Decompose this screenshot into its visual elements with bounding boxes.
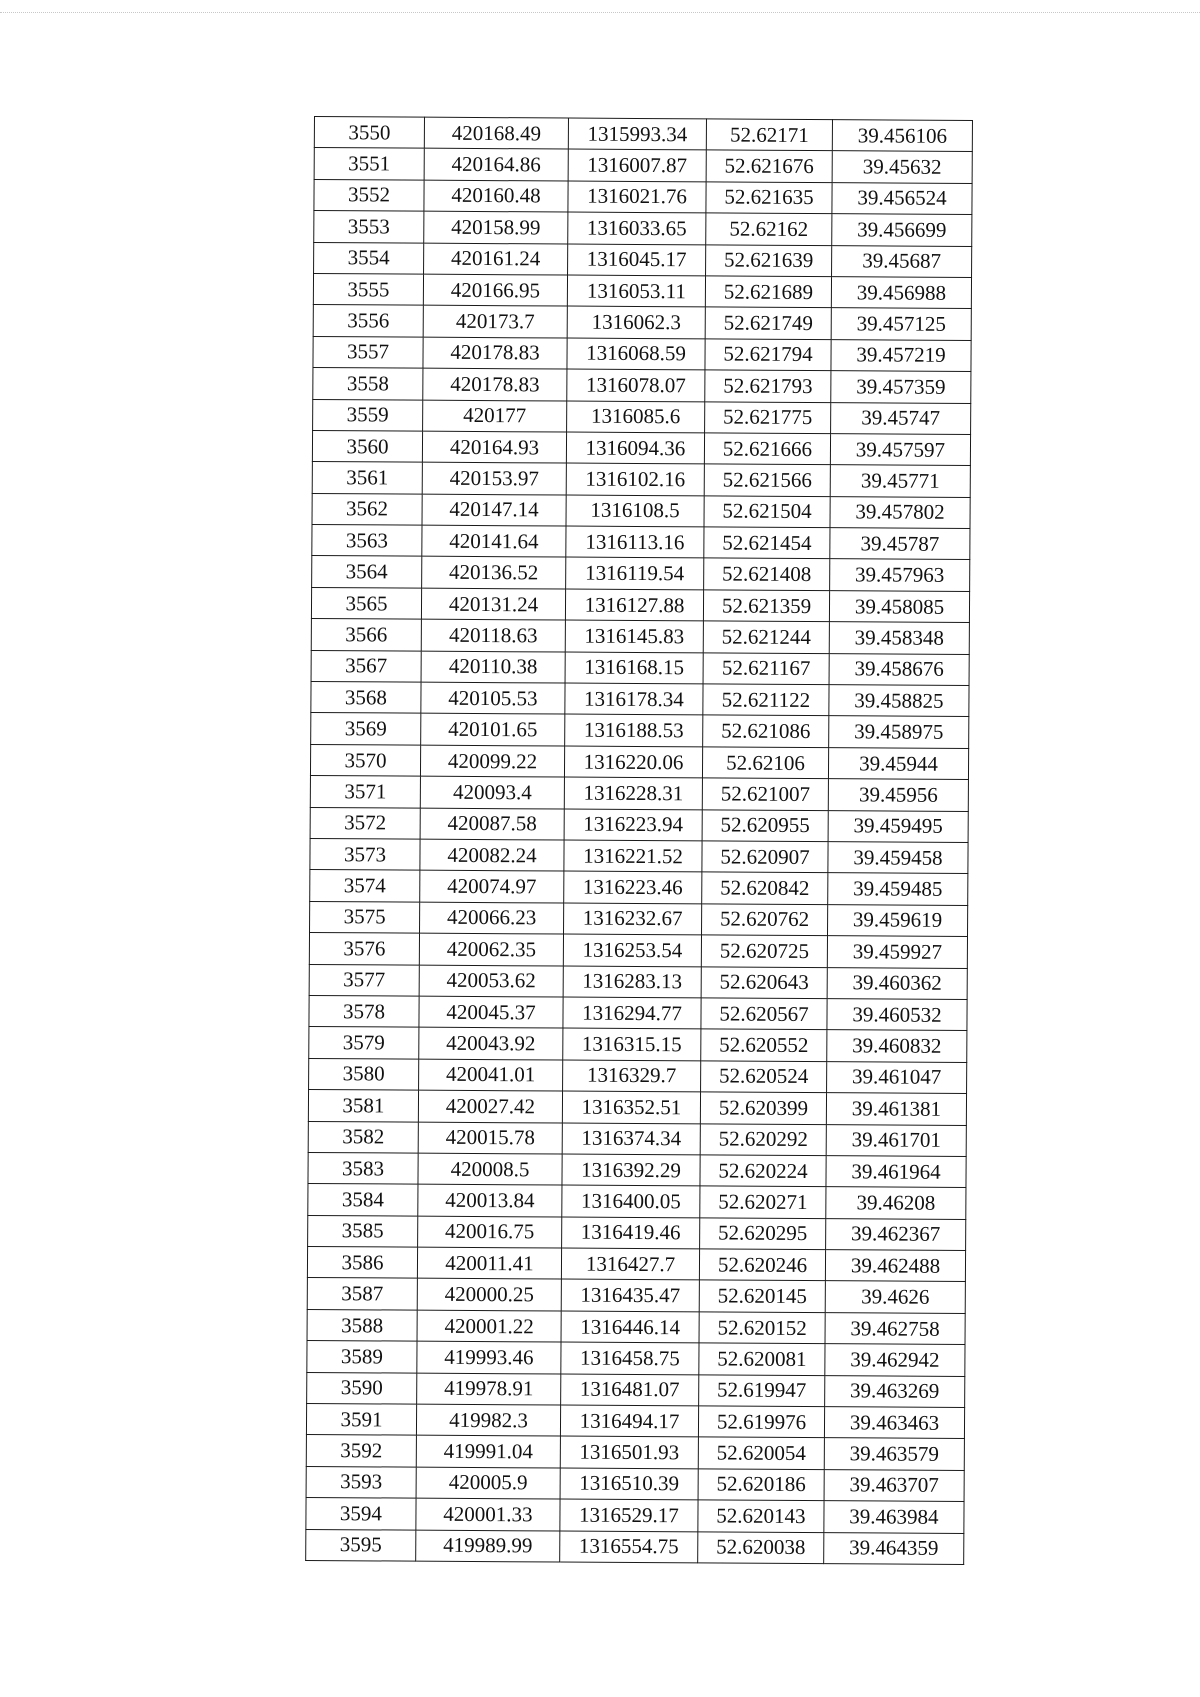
- point-number-cell: 3555: [313, 273, 423, 305]
- x-coordinate-cell: 420168.49: [424, 117, 568, 149]
- latitude-cell: 52.620762: [702, 904, 828, 936]
- longitude-cell: 39.456524: [832, 182, 972, 214]
- x-coordinate-cell: 420053.62: [419, 965, 563, 997]
- table-row: [307, 1309, 965, 1344]
- x-coordinate-cell: 420173.7: [423, 306, 567, 338]
- y-coordinate-cell: 1316554.75: [560, 1531, 698, 1563]
- latitude-cell: 52.620955: [702, 809, 828, 841]
- latitude-cell: 52.620145: [699, 1280, 825, 1312]
- latitude-cell: 52.621793: [705, 370, 831, 402]
- longitude-cell: 39.458676: [829, 653, 969, 685]
- x-coordinate-cell: 420160.48: [424, 180, 568, 212]
- latitude-cell: 52.621167: [703, 653, 829, 685]
- latitude-cell: 52.620725: [701, 935, 827, 967]
- latitude-cell: 52.621775: [705, 401, 831, 433]
- latitude-cell: 52.621408: [704, 558, 830, 590]
- table-row: [312, 525, 970, 560]
- point-number-cell: 3576: [309, 933, 419, 965]
- y-coordinate-cell: 1316062.3: [567, 306, 705, 338]
- table-row: [314, 242, 972, 277]
- x-coordinate-cell: 420016.75: [418, 1216, 562, 1248]
- latitude-cell: 52.621635: [706, 182, 832, 214]
- table-row: [308, 1215, 966, 1250]
- y-coordinate-cell: 1316145.83: [565, 620, 703, 652]
- table-row: [312, 462, 970, 497]
- table-row: [308, 1184, 966, 1219]
- y-coordinate-cell: 1316427.7: [561, 1248, 699, 1280]
- x-coordinate-cell: 420045.37: [419, 996, 563, 1028]
- point-number-cell: 3556: [313, 305, 423, 337]
- point-number-cell: 3572: [310, 807, 420, 839]
- latitude-cell: 52.620399: [700, 1092, 826, 1124]
- table-row: [313, 399, 971, 434]
- longitude-cell: 39.456988: [831, 277, 971, 309]
- longitude-cell: 39.460362: [827, 967, 967, 999]
- table-row: [314, 148, 972, 183]
- longitude-cell: 39.457597: [830, 434, 970, 466]
- point-number-cell: 3592: [306, 1435, 416, 1467]
- point-number-cell: 3554: [314, 242, 424, 274]
- latitude-cell: 52.621639: [706, 244, 832, 276]
- x-coordinate-cell: 420141.64: [422, 525, 566, 557]
- table-row: [309, 964, 967, 999]
- longitude-cell: 39.462758: [825, 1312, 965, 1344]
- latitude-cell: 52.621086: [703, 715, 829, 747]
- x-coordinate-cell: 420066.23: [420, 902, 564, 934]
- point-number-cell: 3585: [308, 1215, 418, 1247]
- y-coordinate-cell: 1316481.07: [561, 1374, 699, 1406]
- y-coordinate-cell: 1316510.39: [560, 1468, 698, 1500]
- longitude-cell: 39.45956: [828, 779, 968, 811]
- longitude-cell: 39.463269: [825, 1375, 965, 1407]
- x-coordinate-cell: 419982.3: [416, 1404, 560, 1436]
- point-number-cell: 3595: [306, 1529, 416, 1561]
- y-coordinate-cell: 1316329.7: [563, 1060, 701, 1092]
- longitude-cell: 39.457219: [831, 339, 971, 371]
- x-coordinate-cell: 420015.78: [418, 1122, 562, 1154]
- point-number-cell: 3582: [308, 1121, 418, 1153]
- point-number-cell: 3586: [307, 1247, 417, 1279]
- y-coordinate-cell: 1316228.31: [564, 777, 702, 809]
- latitude-cell: 52.621454: [704, 527, 830, 559]
- table-row: [306, 1403, 964, 1438]
- latitude-cell: 52.621504: [704, 496, 830, 528]
- y-coordinate-cell: 1316108.5: [566, 495, 704, 527]
- x-coordinate-cell: 420164.93: [422, 431, 566, 463]
- point-number-cell: 3577: [309, 964, 419, 996]
- y-coordinate-cell: 1316223.46: [564, 871, 702, 903]
- y-coordinate-cell: 1316529.17: [560, 1499, 698, 1531]
- point-number-cell: 3560: [312, 430, 422, 462]
- point-number-cell: 3583: [308, 1152, 418, 1184]
- longitude-cell: 39.462488: [825, 1250, 965, 1282]
- latitude-cell: 52.620524: [701, 1061, 827, 1093]
- longitude-cell: 39.457359: [831, 371, 971, 403]
- x-coordinate-cell: 420147.14: [422, 494, 566, 526]
- table-row: [306, 1498, 964, 1533]
- y-coordinate-cell: 1316085.6: [567, 401, 705, 433]
- x-coordinate-cell: 420041.01: [419, 1059, 563, 1091]
- longitude-cell: 39.457802: [830, 496, 970, 528]
- point-number-cell: 3579: [309, 1027, 419, 1059]
- table-row: [310, 744, 968, 779]
- latitude-cell: 52.620246: [699, 1249, 825, 1281]
- y-coordinate-cell: 1316392.29: [562, 1154, 700, 1186]
- latitude-cell: 52.621794: [705, 339, 831, 371]
- table-row: [312, 493, 970, 528]
- point-number-cell: 3567: [311, 650, 421, 682]
- longitude-cell: 39.459927: [827, 936, 967, 968]
- longitude-cell: 39.458825: [829, 685, 969, 717]
- table-row: [313, 305, 971, 340]
- point-number-cell: 3580: [309, 1058, 419, 1090]
- y-coordinate-cell: 1316033.65: [568, 212, 706, 244]
- longitude-cell: 39.461964: [826, 1156, 966, 1188]
- table-row: [310, 807, 968, 842]
- point-number-cell: 3558: [313, 368, 423, 400]
- point-number-cell: 3574: [310, 870, 420, 902]
- point-number-cell: 3566: [311, 619, 421, 651]
- y-coordinate-cell: 1316374.34: [562, 1123, 700, 1155]
- table-row: [314, 211, 972, 246]
- x-coordinate-cell: 420153.97: [422, 462, 566, 494]
- y-coordinate-cell: 1315993.34: [568, 118, 706, 150]
- latitude-cell: 52.620552: [701, 1029, 827, 1061]
- y-coordinate-cell: 1316188.53: [565, 714, 703, 746]
- latitude-cell: 52.62162: [706, 213, 832, 245]
- y-coordinate-cell: 1316127.88: [565, 589, 703, 621]
- y-coordinate-cell: 1316253.54: [563, 934, 701, 966]
- y-coordinate-cell: 1316435.47: [561, 1279, 699, 1311]
- x-coordinate-cell: 420101.65: [421, 714, 565, 746]
- point-number-cell: 3557: [313, 336, 423, 368]
- x-coordinate-cell: 420062.35: [419, 933, 563, 965]
- coordinate-table-sheet: [305, 116, 972, 1565]
- latitude-cell: 52.620143: [698, 1500, 824, 1532]
- y-coordinate-cell: 1316419.46: [562, 1217, 700, 1249]
- y-coordinate-cell: 1316119.54: [566, 558, 704, 590]
- longitude-cell: 39.45687: [832, 245, 972, 277]
- point-number-cell: 3581: [308, 1090, 418, 1122]
- y-coordinate-cell: 1316053.11: [567, 275, 705, 307]
- table-row: [311, 682, 969, 717]
- longitude-cell: 39.461701: [826, 1124, 966, 1156]
- latitude-cell: 52.620292: [700, 1123, 826, 1155]
- y-coordinate-cell: 1316168.15: [565, 652, 703, 684]
- y-coordinate-cell: 1316102.16: [566, 463, 704, 495]
- latitude-cell: 52.620152: [699, 1312, 825, 1344]
- y-coordinate-cell: 1316458.75: [561, 1342, 699, 1374]
- table-row: [308, 1121, 966, 1156]
- latitude-cell: 52.620907: [702, 841, 828, 873]
- point-number-cell: 3565: [311, 587, 421, 619]
- x-coordinate-cell: 420166.95: [423, 274, 567, 306]
- longitude-cell: 39.459495: [828, 810, 968, 842]
- longitude-cell: 39.460832: [827, 1030, 967, 1062]
- table-row: [308, 1090, 966, 1125]
- coordinate-table: [305, 116, 973, 1565]
- point-number-cell: 3551: [314, 148, 424, 180]
- point-number-cell: 3594: [306, 1498, 416, 1530]
- x-coordinate-cell: 420164.86: [424, 149, 568, 181]
- longitude-cell: 39.456699: [832, 214, 972, 246]
- point-number-cell: 3587: [307, 1278, 417, 1310]
- longitude-cell: 39.458085: [829, 591, 969, 623]
- point-number-cell: 3569: [311, 713, 421, 745]
- longitude-cell: 39.457963: [830, 559, 970, 591]
- y-coordinate-cell: 1316068.59: [567, 338, 705, 370]
- x-coordinate-cell: 420178.83: [423, 337, 567, 369]
- x-coordinate-cell: 420001.33: [416, 1498, 560, 1530]
- y-coordinate-cell: 1316294.77: [563, 997, 701, 1029]
- point-number-cell: 3593: [306, 1466, 416, 1498]
- latitude-cell: 52.621244: [703, 621, 829, 653]
- longitude-cell: 39.463707: [824, 1469, 964, 1501]
- longitude-cell: 39.461047: [827, 1061, 967, 1093]
- x-coordinate-cell: 420082.24: [420, 839, 564, 871]
- x-coordinate-cell: 420013.84: [418, 1184, 562, 1216]
- table-row: [313, 336, 971, 371]
- latitude-cell: 52.621007: [702, 778, 828, 810]
- point-number-cell: 3550: [314, 117, 424, 149]
- y-coordinate-cell: 1316400.05: [562, 1185, 700, 1217]
- point-number-cell: 3578: [309, 995, 419, 1027]
- x-coordinate-cell: 420027.42: [418, 1090, 562, 1122]
- point-number-cell: 3588: [307, 1309, 417, 1341]
- latitude-cell: 52.621676: [706, 150, 832, 182]
- latitude-cell: 52.621666: [704, 433, 830, 465]
- latitude-cell: 52.620054: [698, 1437, 824, 1469]
- point-number-cell: 3584: [308, 1184, 418, 1216]
- table-row: [307, 1372, 965, 1407]
- y-coordinate-cell: 1316494.17: [560, 1405, 698, 1437]
- table-row: [310, 901, 968, 936]
- x-coordinate-cell: 419989.99: [416, 1530, 560, 1562]
- point-number-cell: 3552: [314, 179, 424, 211]
- y-coordinate-cell: 1316232.67: [564, 903, 702, 935]
- x-coordinate-cell: 419991.04: [416, 1436, 560, 1468]
- longitude-cell: 39.458348: [829, 622, 969, 654]
- point-number-cell: 3571: [310, 776, 420, 808]
- x-coordinate-cell: 420099.22: [420, 745, 564, 777]
- longitude-cell: 39.45747: [831, 402, 971, 434]
- x-coordinate-cell: 420008.5: [418, 1153, 562, 1185]
- latitude-cell: 52.62106: [702, 747, 828, 779]
- table-row: [310, 870, 968, 905]
- table-row: [308, 1152, 966, 1187]
- latitude-cell: 52.621566: [704, 464, 830, 496]
- latitude-cell: 52.621689: [705, 276, 831, 308]
- table-row: [306, 1435, 964, 1470]
- table-row: [306, 1466, 964, 1501]
- table-row: [311, 587, 969, 622]
- y-coordinate-cell: 1316501.93: [560, 1436, 698, 1468]
- y-coordinate-cell: 1316352.51: [562, 1091, 700, 1123]
- y-coordinate-cell: 1316178.34: [565, 683, 703, 715]
- longitude-cell: 39.459485: [828, 873, 968, 905]
- table-row: [312, 430, 970, 465]
- y-coordinate-cell: 1316283.13: [563, 966, 701, 998]
- longitude-cell: 39.461381: [826, 1093, 966, 1125]
- table-row: [307, 1341, 965, 1376]
- point-number-cell: 3562: [312, 493, 422, 525]
- table-row: [312, 556, 970, 591]
- table-row: [309, 1027, 967, 1062]
- table-row: [309, 995, 967, 1030]
- x-coordinate-cell: 420161.24: [424, 243, 568, 275]
- table-row: [309, 933, 967, 968]
- longitude-cell: 39.46208: [826, 1187, 966, 1219]
- coordinate-table-body: [306, 117, 973, 1565]
- point-number-cell: 3568: [311, 682, 421, 714]
- longitude-cell: 39.456106: [832, 120, 972, 152]
- latitude-cell: 52.619976: [698, 1406, 824, 1438]
- table-row: [307, 1278, 965, 1313]
- latitude-cell: 52.621122: [703, 684, 829, 716]
- y-coordinate-cell: 1316221.52: [564, 840, 702, 872]
- table-row: [313, 368, 971, 403]
- y-coordinate-cell: 1316007.87: [568, 149, 706, 181]
- x-coordinate-cell: 420136.52: [422, 557, 566, 589]
- y-coordinate-cell: 1316315.15: [563, 1028, 701, 1060]
- longitude-cell: 39.45771: [830, 465, 970, 497]
- table-row: [311, 650, 969, 685]
- longitude-cell: 39.463463: [824, 1407, 964, 1439]
- x-coordinate-cell: 420001.22: [417, 1310, 561, 1342]
- longitude-cell: 39.463579: [824, 1438, 964, 1470]
- longitude-cell: 39.457125: [831, 308, 971, 340]
- x-coordinate-cell: 420131.24: [421, 588, 565, 620]
- y-coordinate-cell: 1316223.94: [564, 809, 702, 841]
- y-coordinate-cell: 1316113.16: [566, 526, 704, 558]
- x-coordinate-cell: 419978.91: [417, 1373, 561, 1405]
- x-coordinate-cell: 420105.53: [421, 682, 565, 714]
- point-number-cell: 3553: [314, 211, 424, 243]
- latitude-cell: 52.620224: [700, 1155, 826, 1187]
- longitude-cell: 39.45944: [828, 747, 968, 779]
- x-coordinate-cell: 420000.25: [417, 1279, 561, 1311]
- table-row: [311, 619, 969, 654]
- longitude-cell: 39.459458: [828, 842, 968, 874]
- x-coordinate-cell: 420043.92: [419, 1027, 563, 1059]
- y-coordinate-cell: 1316021.76: [568, 181, 706, 213]
- latitude-cell: 52.620567: [701, 998, 827, 1030]
- scan-top-edge: [0, 12, 1200, 13]
- table-row: [311, 713, 969, 748]
- longitude-cell: 39.460532: [827, 999, 967, 1031]
- longitude-cell: 39.45787: [830, 528, 970, 560]
- longitude-cell: 39.462942: [825, 1344, 965, 1376]
- latitude-cell: 52.620271: [700, 1186, 826, 1218]
- x-coordinate-cell: 420177: [423, 400, 567, 432]
- x-coordinate-cell: 420110.38: [421, 651, 565, 683]
- point-number-cell: 3573: [310, 838, 420, 870]
- x-coordinate-cell: 420093.4: [420, 776, 564, 808]
- longitude-cell: 39.462367: [826, 1218, 966, 1250]
- point-number-cell: 3589: [307, 1341, 417, 1373]
- point-number-cell: 3591: [306, 1403, 416, 1435]
- table-row: [314, 117, 972, 152]
- latitude-cell: 52.620081: [699, 1343, 825, 1375]
- point-number-cell: 3559: [313, 399, 423, 431]
- table-row: [310, 838, 968, 873]
- latitude-cell: 52.620643: [701, 966, 827, 998]
- point-number-cell: 3590: [307, 1372, 417, 1404]
- longitude-cell: 39.4626: [825, 1281, 965, 1313]
- latitude-cell: 52.620842: [702, 872, 828, 904]
- y-coordinate-cell: 1316078.07: [567, 369, 705, 401]
- latitude-cell: 52.62171: [706, 119, 832, 151]
- x-coordinate-cell: 419993.46: [417, 1341, 561, 1373]
- x-coordinate-cell: 420074.97: [420, 871, 564, 903]
- point-number-cell: 3564: [312, 556, 422, 588]
- x-coordinate-cell: 420178.83: [423, 368, 567, 400]
- y-coordinate-cell: 1316220.06: [564, 746, 702, 778]
- latitude-cell: 52.620295: [700, 1218, 826, 1250]
- table-row: [306, 1529, 964, 1564]
- table-row: [310, 776, 968, 811]
- latitude-cell: 52.620038: [698, 1531, 824, 1563]
- table-row: [307, 1247, 965, 1282]
- y-coordinate-cell: 1316446.14: [561, 1311, 699, 1343]
- table-row: [313, 273, 971, 308]
- longitude-cell: 39.464359: [824, 1532, 964, 1564]
- point-number-cell: 3561: [312, 462, 422, 494]
- x-coordinate-cell: 420118.63: [421, 619, 565, 651]
- y-coordinate-cell: 1316094.36: [566, 432, 704, 464]
- point-number-cell: 3575: [310, 901, 420, 933]
- x-coordinate-cell: 420005.9: [416, 1467, 560, 1499]
- longitude-cell: 39.45632: [832, 151, 972, 183]
- x-coordinate-cell: 420011.41: [417, 1247, 561, 1279]
- longitude-cell: 39.458975: [829, 716, 969, 748]
- latitude-cell: 52.621359: [703, 590, 829, 622]
- longitude-cell: 39.459619: [828, 904, 968, 936]
- point-number-cell: 3570: [310, 744, 420, 776]
- y-coordinate-cell: 1316045.17: [568, 244, 706, 276]
- table-row: [314, 179, 972, 214]
- x-coordinate-cell: 420158.99: [424, 211, 568, 243]
- longitude-cell: 39.463984: [824, 1501, 964, 1533]
- point-number-cell: 3563: [312, 525, 422, 557]
- latitude-cell: 52.619947: [699, 1374, 825, 1406]
- latitude-cell: 52.620186: [698, 1469, 824, 1501]
- latitude-cell: 52.621749: [705, 307, 831, 339]
- x-coordinate-cell: 420087.58: [420, 808, 564, 840]
- table-row: [309, 1058, 967, 1093]
